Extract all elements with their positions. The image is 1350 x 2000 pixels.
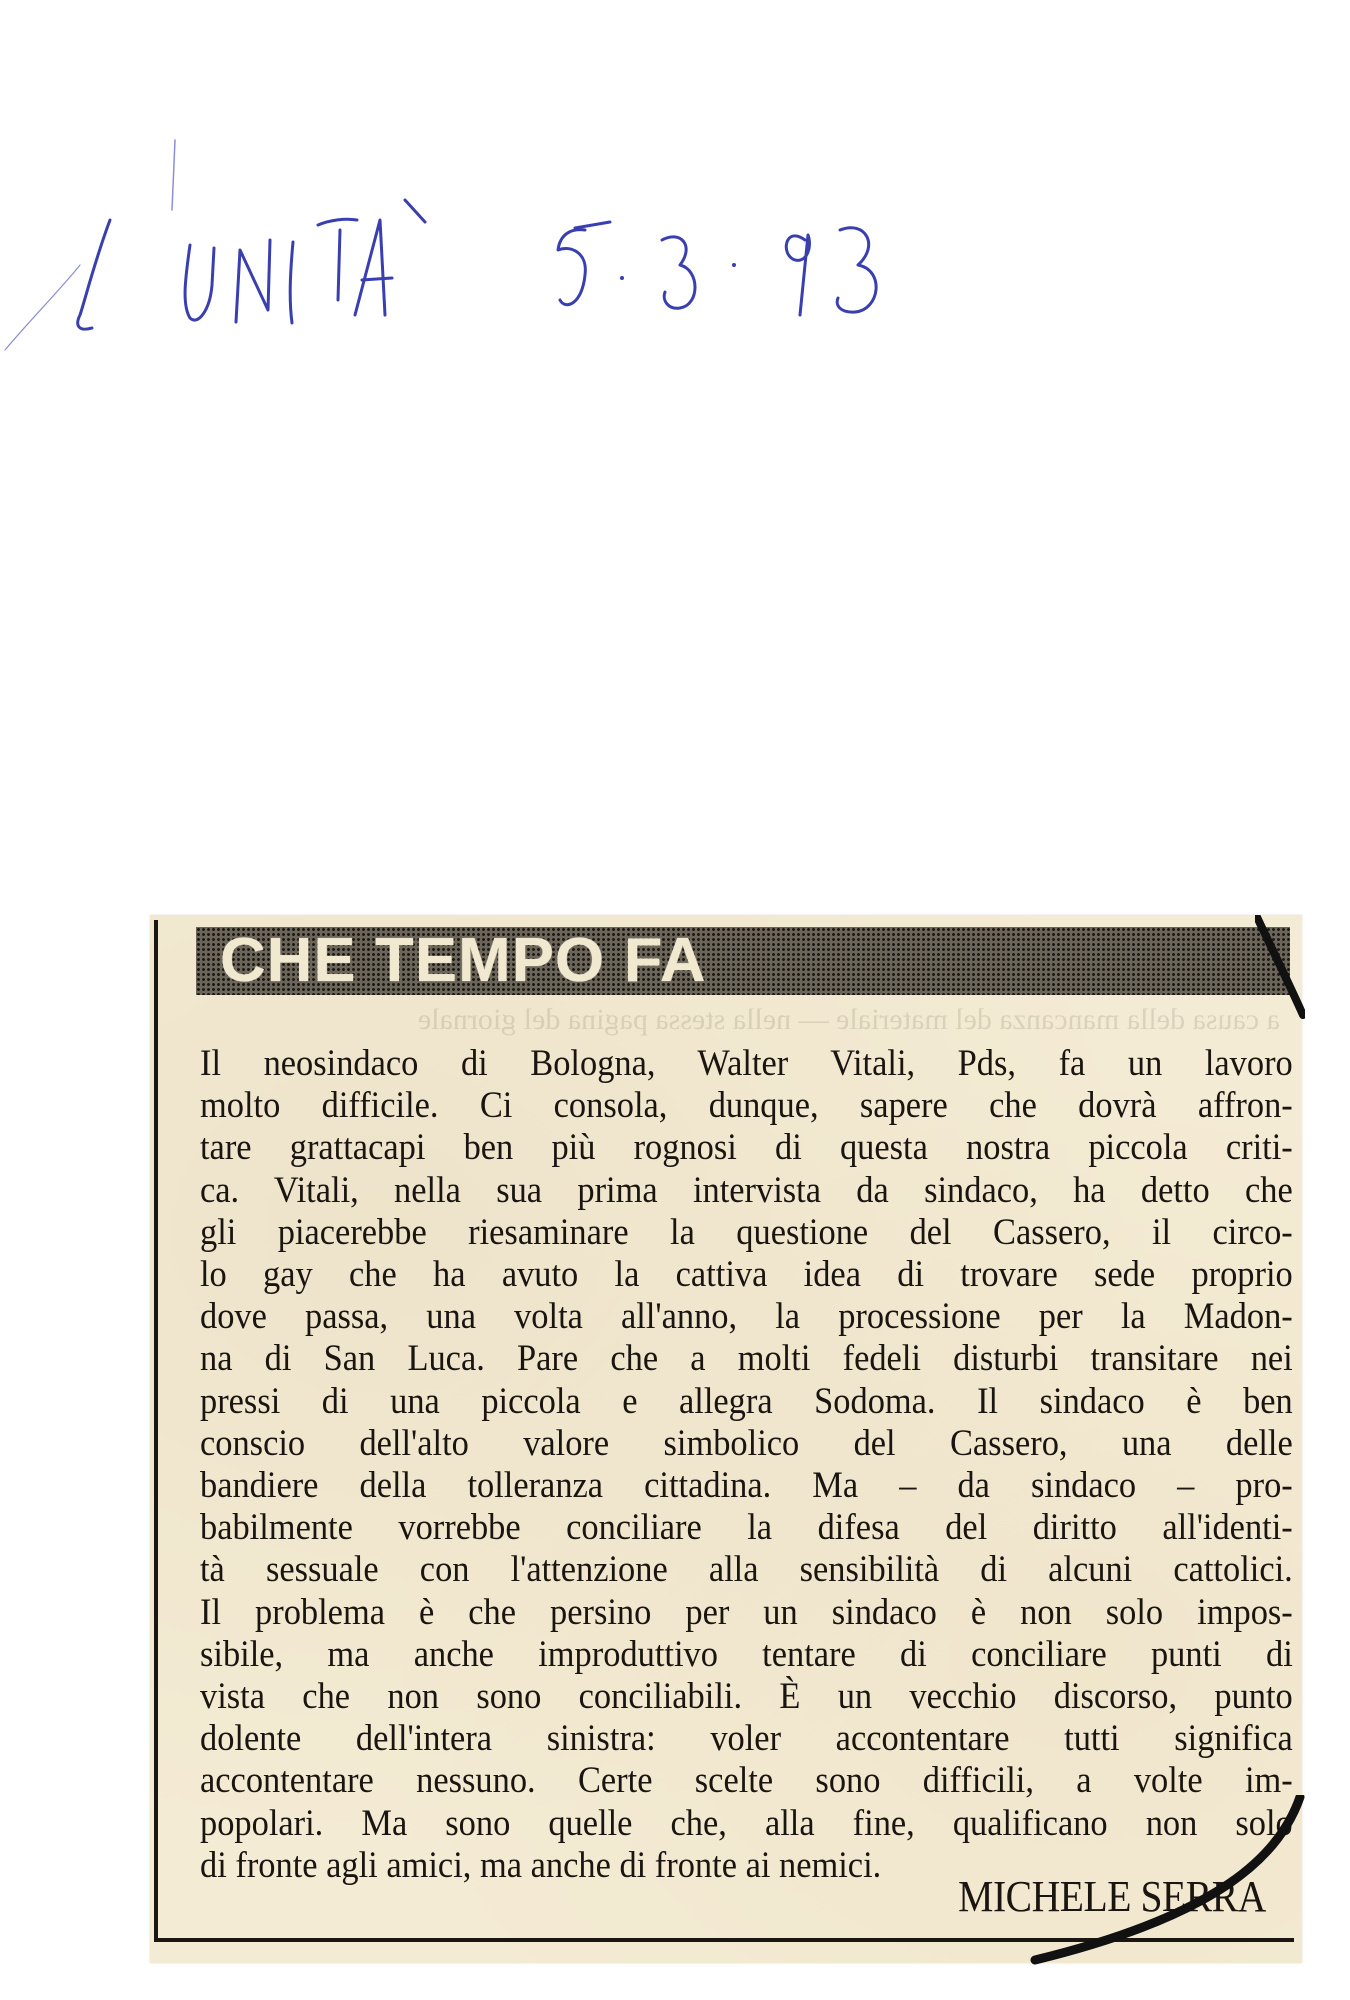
article-line: popolari. Ma sono quelle che, alla fine, qualificano non solo (200, 1802, 1293, 1844)
pen-trail (5, 265, 80, 350)
article-line: accontentare nessuno. Certe scelte sono difficili, a volte im- (200, 1760, 1293, 1802)
article-line: conscio dell'alto valore simbolico del Cassero, una delle (200, 1422, 1293, 1464)
handwritten-digit-5 (558, 230, 585, 305)
handwritten-letter-t-stem (338, 230, 340, 300)
article-line: di fronte agli amici, ma anche di fronte ai nemici. (200, 1844, 882, 1886)
article-line: bandiere della tolleranza cittadina. Ma – da sindaco – pro- (200, 1465, 1293, 1507)
article-body (200, 1043, 1292, 1887)
article-line: sibile, ma anche improduttivo tentare di conciliare punti di (200, 1633, 1293, 1675)
column-title: CHE TEMPO FA (220, 926, 707, 995)
article-line: vista che non sono conciliabili. È un vecchio discorso, punto (200, 1676, 1293, 1718)
handwritten-letter-u (185, 245, 214, 320)
handwritten-digit-5-top (575, 222, 610, 228)
handwritten-digit-3 (662, 237, 695, 308)
handwritten-annotation (0, 60, 1350, 360)
article-line: tare grattacapi ben più rognosi di questa nostra piccola criti- (200, 1127, 1293, 1169)
article-line: gli piacerebbe riesaminare la questione del Cassero, il circo- (200, 1211, 1293, 1253)
handwriting-ink (0, 60, 1350, 360)
column-header-band (196, 927, 1290, 995)
date-dot (620, 276, 624, 280)
article-line: tà sessuale con l'attenzione alla sensibilità di alcuni cattolici. (200, 1549, 1293, 1591)
handwritten-accent (405, 200, 425, 222)
article-line: dove passa, una volta all'anno, la processione per la Madon- (200, 1296, 1293, 1338)
handwritten-digit-3 (837, 228, 876, 312)
handwritten-letter-i (290, 242, 293, 323)
article-line: ca. Vitali, nella sua prima intervista da sindaco, ha detto che (200, 1169, 1293, 1211)
article-line: pressi di una piccola e allegra Sodoma. Il sindaco è ben (200, 1380, 1293, 1422)
handwritten-letter-n (236, 240, 270, 322)
article-line: Il problema è che persino per un sindaco è non solo impos- (200, 1591, 1293, 1633)
column-rule-bottom (154, 1938, 1294, 1942)
handwritten-letter-t-bar (318, 219, 357, 225)
article-line: babilmente vorrebbe conciliare la difesa del diritto all'identi- (200, 1507, 1293, 1549)
article-line: dolente dell'intera sinistra: voler accontentare tutti significa (200, 1718, 1293, 1760)
handwritten-digit-9 (786, 235, 809, 315)
article-line: na di San Luca. Pare che a molti fedeli disturbi transitare nei (200, 1338, 1293, 1380)
date-dot (732, 263, 736, 267)
handwritten-letter-a (355, 220, 385, 315)
article-line: lo gay che ha avuto la cattiva idea di trovare sede proprio (200, 1254, 1293, 1296)
newspaper-clipping (150, 915, 1302, 1963)
article-line: Il neosindaco di Bologna, Walter Vitali, Pds, fa un lavoro (200, 1043, 1293, 1084)
article-line: molto difficile. Ci consola, dunque, sapere che dovrà affron- (200, 1085, 1293, 1127)
apostrophe-mark (172, 140, 175, 210)
handwritten-letter-l (78, 220, 110, 329)
handwritten-letter-a-bar (362, 278, 392, 280)
column-rule-left (154, 920, 158, 1940)
reverse-side-bleed-through: a causa della mancanza del materiale — nella stessa pagina del giornale (417, 1003, 1280, 1036)
author-signature: MICHELE SERRA (958, 1872, 1266, 1921)
